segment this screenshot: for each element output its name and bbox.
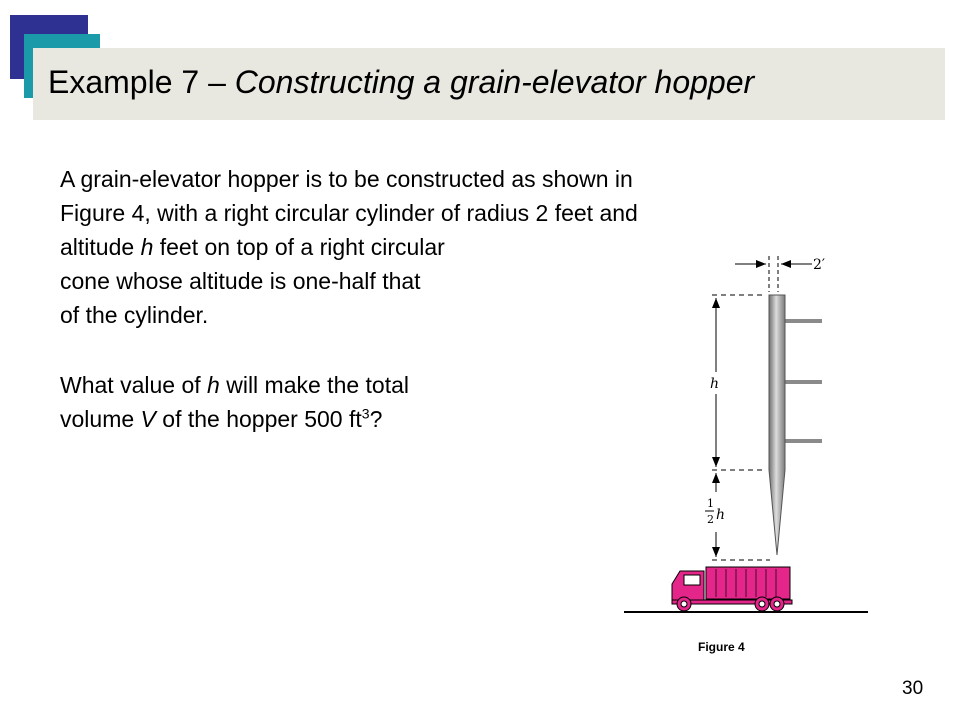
p2-line2-mid: of the hopper 500 ft xyxy=(155,406,362,432)
p1-line4: cone whose altitude is one-half that xyxy=(60,268,421,294)
p1-line2: Figure 4, with a right circular cylinder of radius 2 feet and xyxy=(60,200,638,226)
title-prefix: Example 7 – xyxy=(48,64,235,100)
slide-title xyxy=(48,64,754,101)
figure-caption: Figure 4 xyxy=(698,640,745,654)
var-v: V xyxy=(140,406,156,432)
p2-line1-end: will make the total xyxy=(219,372,410,398)
slide-number: 30 xyxy=(902,678,924,699)
hopper-pipes xyxy=(782,321,822,441)
p2-line2-start: volume xyxy=(60,406,141,432)
title-italic: Constructing a grain-elevator hopper xyxy=(234,64,755,100)
hopper-figure xyxy=(600,248,880,628)
hopper-body xyxy=(769,295,785,555)
half-h-label: h xyxy=(716,507,726,523)
half-denominator: 2 xyxy=(707,513,714,526)
p1-line3-end: feet on top of a right circular xyxy=(153,234,445,260)
p1-line5: of the cylinder. xyxy=(60,302,209,328)
p2-line2-end: ? xyxy=(369,406,383,432)
var-h: h xyxy=(140,234,154,260)
dimension-lines xyxy=(712,256,812,560)
var-h: h xyxy=(207,372,220,398)
p2-line1-start: What value of xyxy=(60,372,208,398)
half-numerator: 1 xyxy=(707,497,714,510)
p1-line1: A grain-elevator hopper is to be constructed as shown in xyxy=(60,166,633,192)
truck xyxy=(672,567,792,611)
h-label: h xyxy=(710,376,720,392)
p1-line3-start: altitude xyxy=(60,234,141,260)
exponent: 3 xyxy=(361,405,370,422)
radius-label: 2′ xyxy=(813,257,826,273)
